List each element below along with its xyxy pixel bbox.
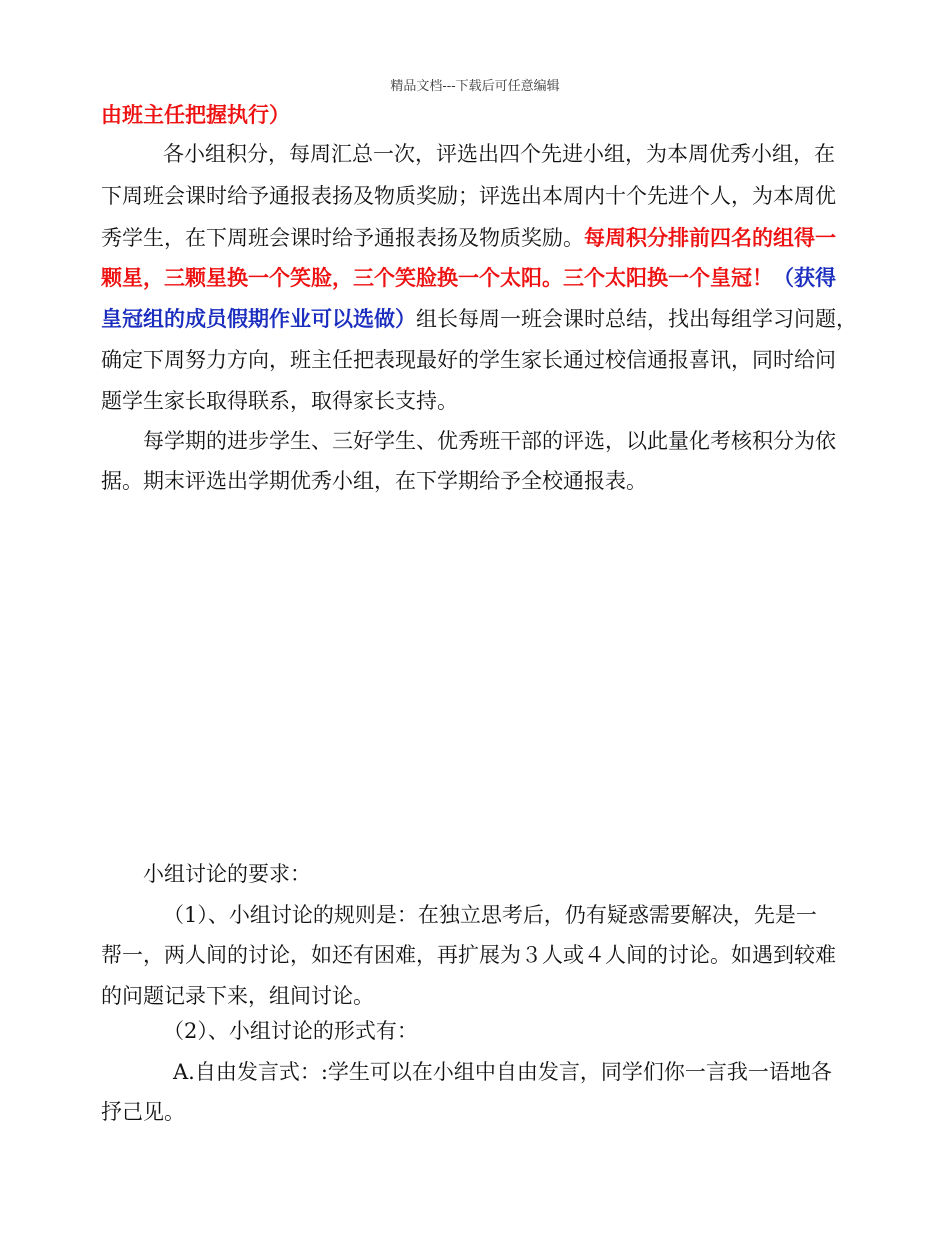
page-header: 精品文档---下载后可任意编辑: [390, 79, 560, 94]
list-item: A.自由发言式：:学生可以在小组中自由发言，同学们你一言我一语地各: [173, 1060, 832, 1084]
section-title: 小组讨论的要求：: [143, 862, 311, 886]
paragraph-line: 据。期末评选出学期优秀小组，在下学期给予全校通报表。: [101, 469, 647, 493]
paragraph-line: 每学期的进步学生、三好学生、优秀班干部的评选，以此量化考核积分为依: [143, 429, 836, 453]
normal-text: 秀学生，在下周班会课时给予通报表扬及物质奖励。: [101, 226, 584, 250]
paragraph-line: 的问题记录下来，组间讨论。: [101, 984, 374, 1008]
paragraph-line: [101, 304, 857, 334]
highlight-red-text: 颗星，三颗星换一个笑脸，三个笑脸换一个太阳。三个太阳换一个皇冠！: [101, 265, 773, 290]
paragraph-line: [101, 223, 836, 253]
list-item: （1）、小组讨论的规则是：在独立思考后，仍有疑惑需要解决，先是一: [163, 903, 817, 927]
paragraph-line: 抒己见。: [101, 1100, 185, 1124]
heading-fragment: 由班主任把握执行）: [101, 102, 290, 127]
paragraph-line: 题学生家长取得联系，取得家长支持。: [101, 389, 458, 413]
list-item: （2）、小组讨论的形式有：: [163, 1019, 418, 1043]
paragraph-line: [101, 263, 836, 293]
normal-text: 组长每周一班会课时总结，找出每组学习问题，: [416, 307, 857, 331]
paragraph-line: 确定下周努力方向，班主任把表现最好的学生家长通过校信通报喜讯，同时给问: [101, 348, 836, 372]
paragraph-line: 帮一，两人间的讨论，如还有困难，再扩展为３人或４人间的讨论。如遇到较难: [101, 943, 836, 967]
highlight-red-text: 每周积分排前四名的组得一: [584, 225, 836, 250]
paragraph-line: 下周班会课时给予通报表扬及物质奖励；评选出本周内十个先进个人，为本周优: [101, 184, 836, 208]
highlight-blue-text: 皇冠组的成员假期作业可以选做）: [101, 306, 416, 331]
highlight-blue-text: （获得: [773, 265, 836, 290]
paragraph-line: 各小组积分，每周汇总一次，评选出四个先进小组，为本周优秀小组，在: [163, 142, 835, 166]
